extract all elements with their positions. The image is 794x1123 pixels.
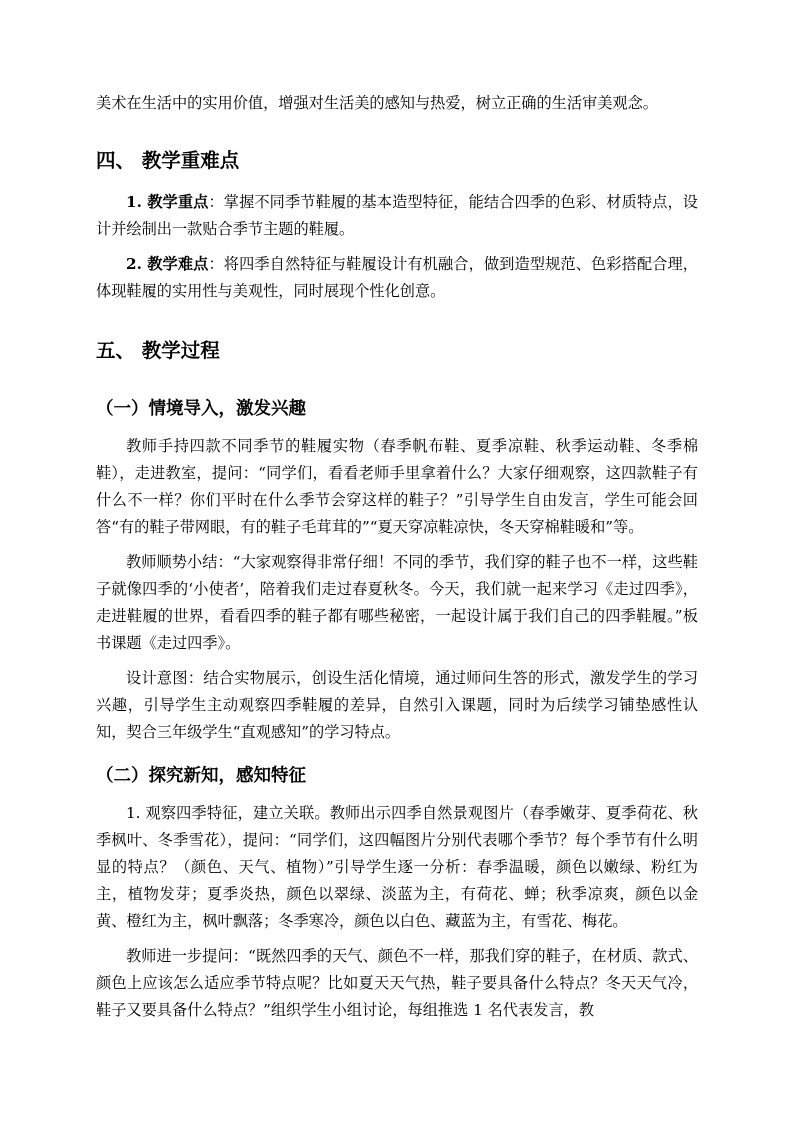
part1-paragraph-3: 设计意图：结合实物展示，创设生活化情境，通过师问生答的形式，激发学生的学习兴趣，引导学生主动观察四季鞋履的差异，自然引入课题，同时为后续学习铺垫感性认知，契合三年级学生“直观感知”的学习特点。 [96,669,698,741]
document-page [96,88,698,1024]
part1-paragraph-2: 教师顺势小结：“大家观察得非常仔细！不同的季节，我们穿的鞋子也不一样，这些鞋子就像四季的‘小使者’，陪着我们走过春夏秋冬。今天，我们就一起来学习《走过四季》，走进鞋履的世界，看看四季的鞋子都有哪些秘密，一起设计属于我们自己的四季鞋履。”板书课题《走过四季》。 [96,553,698,652]
difficult-point-paragraph [96,251,698,305]
section4-heading: 四、 教学重难点 [96,149,240,172]
difficult-point-label: 2. 教学难点 [126,255,209,273]
part2-heading: （二）探究新知，感知特征 [96,766,306,786]
intro-tail-paragraph: 美术在生活中的实用价值，增强对生活美的感知与热爱，树立正确的生活审美观念。 [96,94,658,112]
key-point-label: 1. 教学重点 [126,193,209,211]
difficult-point-text: ：将四季自然特征与鞋履设计有机融合，做到造型规范、色彩搭配合理，体现鞋履的实用性与美观性，同时展现个性化创意。 [96,255,698,300]
part1-heading: （一）情境导入，激发兴趣 [96,399,306,419]
key-point-text: ：掌握不同季节鞋履的基本造型特征，能结合四季的色彩、材质特点，设计并绘制出一款贴合季节主题的鞋履。 [96,193,698,238]
part1-paragraph-1: 教师手持四款不同季节的鞋履实物（春季帆布鞋、夏季凉鞋、秋季运动鞋、冬季棉鞋），走进教室，提问：“同学们，看看老师手里拿着什么？大家仔细观察，这四款鞋子有什么不一样？你们平时在什么季节会穿这样的鞋子？”引导学生自由发言，学生可能会回答“有的鞋子带网眼，有的鞋子毛茸茸的”“夏天穿凉鞋凉快，冬天穿棉鞋暖和”等。 [96,437,698,536]
key-point-paragraph [96,189,698,243]
part2-paragraph-1: 1. 观察四季特征，建立关联。教师出示四季自然景观图片（春季嫩芽、夏季荷花、秋季枫叶、冬季雪花），提问：“同学们，这四幅图片分别代表哪个季节？每个季节有什么明显的特点？（颜色、天气、植物）”引导学生逐一分析：春季温暖，颜色以嫩绿、粉红为主，植物发芽；夏季炎热，颜色以翠绿、淡蓝为主，有荷花、蝉；秋季凉爽，颜色以金黄、橙红为主，枫叶飘落；冬季寒冷，颜色以白色、藏蓝为主，有雪花、梅花。 [96,804,698,930]
part2-paragraph-2: 教师进一步提问：“既然四季的天气、颜色不一样，那我们穿的鞋子，在材质、款式、颜色上应该怎么适应季节特点呢？比如夏天天气热，鞋子要具备什么特点？冬天天气冷，鞋子又要具备什么特点？”组织学生小组讨论，每组推选 1 名代表发言，教 [96,947,698,1019]
section5-heading: 五、 教学过程 [96,339,220,362]
